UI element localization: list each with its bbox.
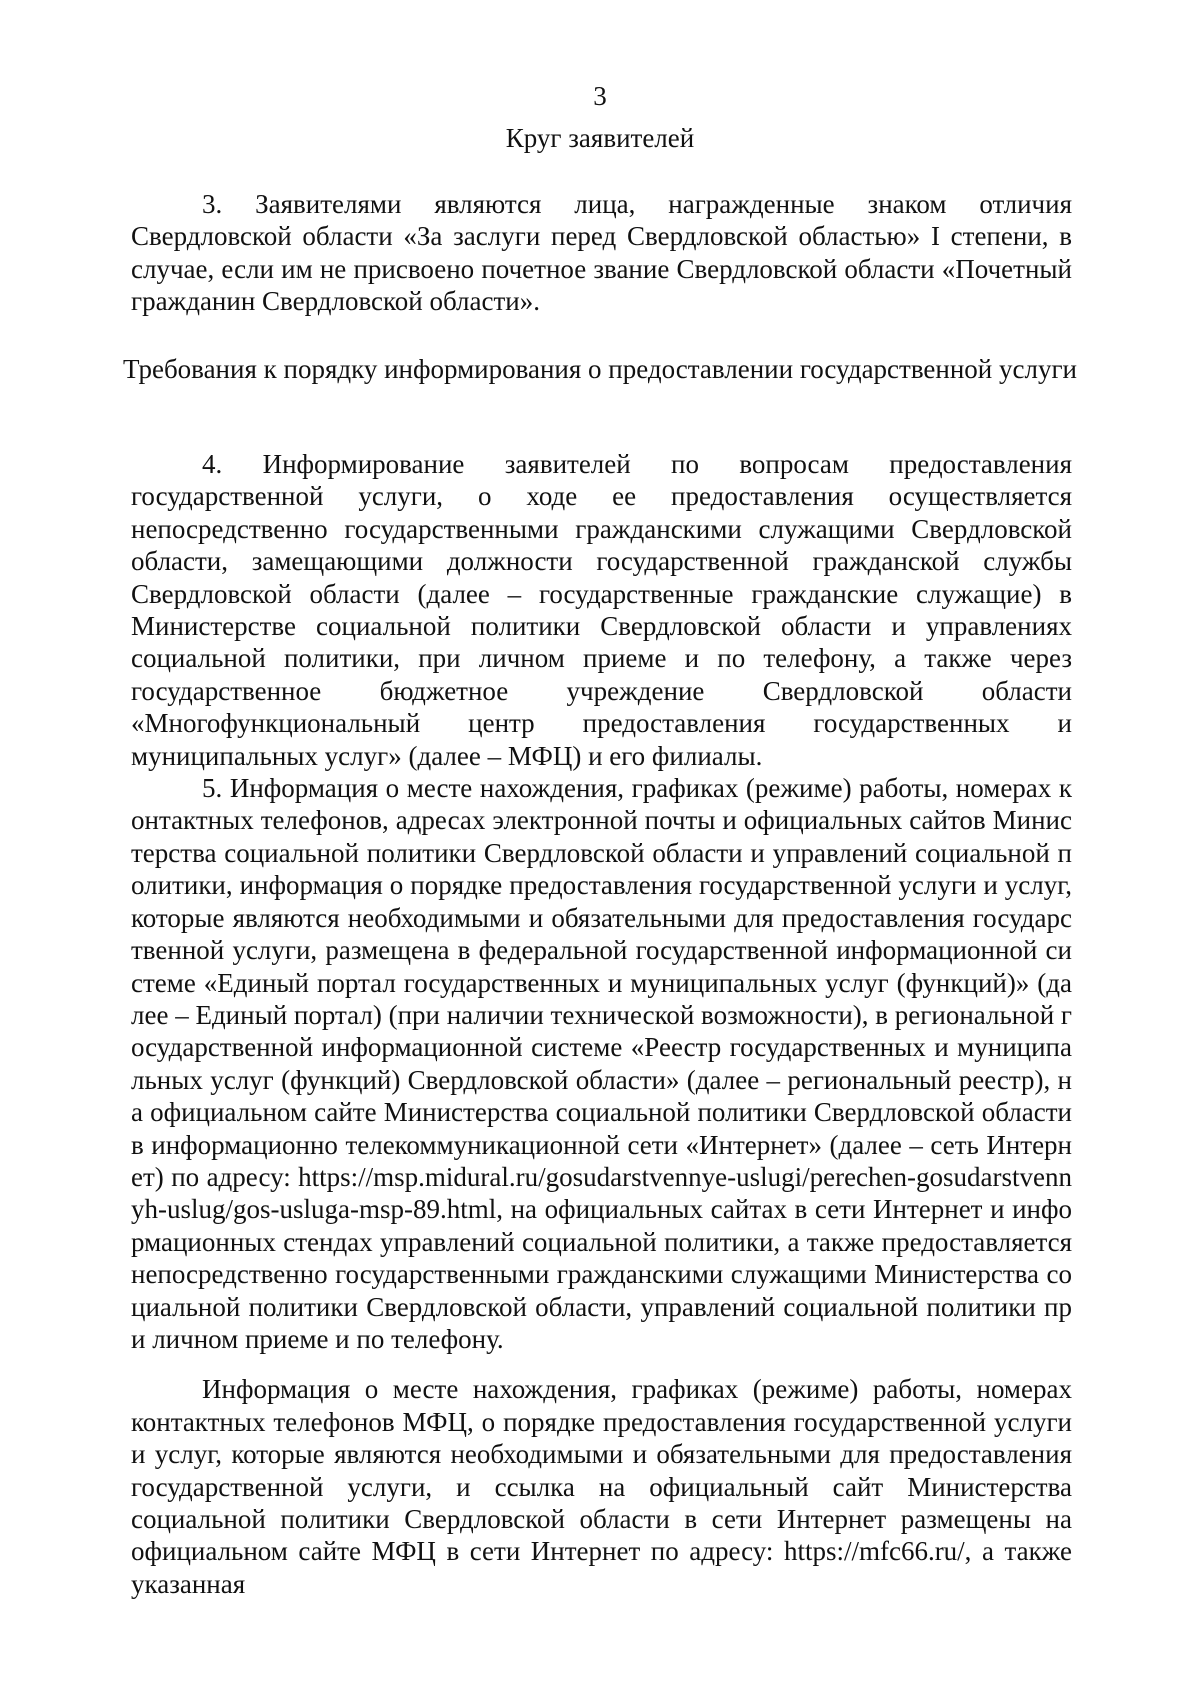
- section-title-informing: Требования к порядку информирования о предоставлении государственной услуги: [123, 354, 1077, 384]
- paragraph-3: 3. Заявителями являются лица, награжденные знаком отличия Свердловской области «За заслуги перед Свердловской областью» I степени, в случае, если им не присвоено почетное звание Свердловской области «Почетный гражданин Свердловской области».: [131, 189, 1072, 317]
- section-title-applicants: Круг заявителей: [505, 123, 695, 153]
- paragraph-4: 4. Информирование заявителей по вопросам предоставления государственной услуги, о ходе ее предоставления осуществляется непосредственно государственными гражданскими служащими Свердловской области, замещающими должности государственной гражданской службы Свердловской области (далее – государственные гражданские служащие) в Министерстве социальной политики Свердловской области и управлениях социальной политики, при личном приеме и по телефону, а также через государственное бюджетное учреждение Свердловской области «Многофункциональный центр предоставления государственных и муниципальных услуг» (далее – МФЦ) и его филиалы.: [131, 449, 1072, 771]
- paragraph-mfc-info: Информация о месте нахождения, графиках (режиме) работы, номерах контактных телефонов МФЦ, о порядке предоставления государственной услуги и услуг, которые являются необходимыми и обязательными для предоставления государственной услуги, и ссылка на официальный сайт Министерства социальной политики Свердловской области в сети Интернет размещены на официальном сайте МФЦ в сети Интернет по адресу: https://mfc66.ru/, а также указанная: [131, 1374, 1072, 1599]
- page-number: 3: [593, 81, 607, 111]
- section-body-informing: [131, 448, 1072, 1600]
- paragraph-5: 5. Информация о месте нахождения, графиках (режиме) работы, номерах контактных телефонов, адресах электронной почты и официальных сайтов Министерства социальной политики Свердловской области и управлений социальной политики, информация о порядке предоставления государственной услуги и услуг, которые являются необходимыми и обязательными для предоставления государственной услуги, размещена в федеральной государственной информационной системе «Единый портал государственных и муниципальных услуг (функций)» (далее – Единый портал) (при наличии технической возможности), в региональной государственной информационной системе «Реестр государственных и муниципальных услуг (функций) Свердловской области» (далее – региональный реестр), на официальном сайте Министерства социальной политики Свердловской области в информационно телекоммуникационной сети «Интернет» (далее – сеть Интернет) по адресу: https://msp.midural.ru/gosudarstvennye-uslugi/perechen-gosudarstvennyh-uslug/gos-usluga-msp-89.html, на официальных сайтах в сети Интернет и информационных стендах управлений социальной политики, а также предоставляется непосредственно государственными гражданскими служащими Министерства социальной политики Свердловской области, управлений социальной политики при личном приеме и по телефону.: [131, 773, 1072, 1354]
- section-body-applicants: [131, 188, 1072, 318]
